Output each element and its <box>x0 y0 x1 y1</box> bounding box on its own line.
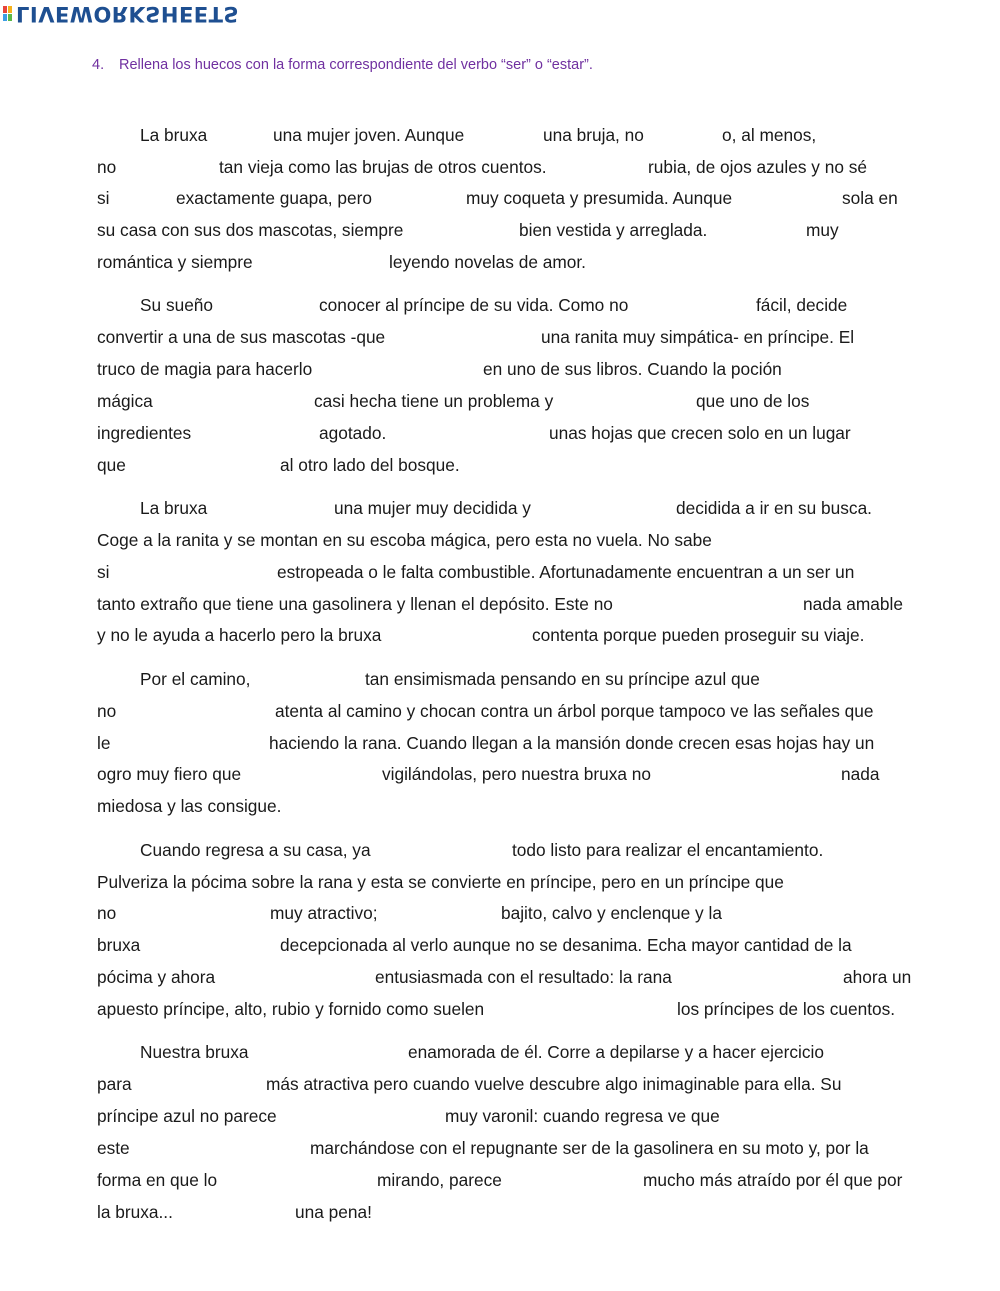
text-segment: enamorada de él. Corre a depilarse y a hacer ejercicio <box>408 1042 824 1062</box>
logo-text: LIVEWORKSHEETS <box>16 1 240 26</box>
text-segment: agotado. <box>319 423 387 443</box>
text-segment: mirando, parece <box>377 1170 502 1190</box>
colored-squares-icon <box>3 6 12 21</box>
text-line <box>97 623 920 647</box>
text-line <box>97 421 920 445</box>
text-segment: Su sueño <box>140 295 214 315</box>
text-segment: o, al menos, <box>722 125 817 145</box>
text-segment: tan vieja como las brujas de otros cuentos. <box>219 157 547 177</box>
text-segment: Por el camino, <box>140 669 251 689</box>
text-segment: muy coqueta y presumida. Aunque <box>466 188 733 208</box>
text-segment: y no le ayuda a hacerlo pero la bruxa <box>97 625 382 645</box>
text-line <box>97 1104 920 1128</box>
text-segment: muy <box>806 220 839 240</box>
text-segment: tan ensimismada pensando en su príncipe azul que <box>365 669 760 689</box>
text-line <box>97 389 920 413</box>
text-segment: una mujer muy decidida y <box>334 498 531 518</box>
text-line <box>97 933 920 957</box>
text-segment: en uno de sus libros. Cuando la poción <box>483 359 782 379</box>
text-segment: no <box>97 157 117 177</box>
text-segment: haciendo la rana. Cuando llegan a la mansión donde crecen esas hojas hay un <box>269 733 875 753</box>
text-segment: sola en <box>842 188 898 208</box>
text-segment: le <box>97 733 111 753</box>
text-segment: tanto extraño que tiene una gasolinera y llenan el depósito. Este no <box>97 594 613 614</box>
text-line <box>97 794 920 818</box>
text-line <box>97 218 920 242</box>
text-segment: conocer al príncipe de su vida. Como no <box>319 295 629 315</box>
text-line <box>97 592 920 616</box>
text-segment: una ranita muy simpática- en príncipe. El <box>541 327 855 347</box>
text-segment: bruxa <box>97 935 141 955</box>
text-segment: la bruxa... <box>97 1202 173 1222</box>
text-segment: romántica y siempre <box>97 252 253 272</box>
text-segment: una pena! <box>295 1202 372 1222</box>
text-segment: forma en que lo <box>97 1170 218 1190</box>
text-segment: nada <box>841 764 880 784</box>
text-segment: casi hecha tiene un problema y <box>314 391 554 411</box>
text-segment: entusiasmada con el resultado: la rana <box>375 967 672 987</box>
text-segment: La bruxa <box>140 498 208 518</box>
text-segment: unas hojas que crecen solo en un lugar <box>549 423 851 443</box>
text-line <box>97 496 920 520</box>
text-segment: decidida a ir en su busca. <box>676 498 872 518</box>
text-line <box>97 1072 920 1096</box>
text-segment: si <box>97 562 110 582</box>
text-segment: una mujer joven. Aunque <box>273 125 465 145</box>
text-segment: Cuando regresa a su casa, ya <box>140 840 371 860</box>
text-line <box>97 1136 920 1160</box>
text-segment: La bruxa <box>140 125 208 145</box>
text-segment: príncipe azul no parece <box>97 1106 277 1126</box>
text-segment: fácil, decide <box>756 295 848 315</box>
text-segment: este <box>97 1138 130 1158</box>
exercise-instruction <box>92 57 593 73</box>
text-line <box>97 838 920 862</box>
text-segment: mágica <box>97 391 153 411</box>
text-line <box>97 997 920 1021</box>
text-line <box>97 901 920 925</box>
text-line <box>97 965 920 989</box>
text-segment: marchándose con el repugnante ser de la gasolinera en su moto y, por la <box>310 1138 869 1158</box>
text-segment: estropeada o le falta combustible. Afortunadamente encuentran a un ser un <box>277 562 855 582</box>
text-segment: decepcionada al verlo aunque no se desanima. Echa mayor cantidad de la <box>280 935 852 955</box>
text-segment: los príncipes de los cuentos. <box>677 999 896 1019</box>
text-line <box>97 453 920 477</box>
text-line <box>97 528 920 552</box>
text-line <box>97 293 920 317</box>
text-segment: exactamente guapa, pero <box>176 188 372 208</box>
text-segment: nada amable <box>803 594 903 614</box>
text-segment: truco de magia para hacerlo <box>97 359 313 379</box>
text-segment: leyendo novelas de amor. <box>389 252 586 272</box>
text-line <box>97 667 920 691</box>
text-segment: rubia, de ojos azules y no sé <box>648 157 868 177</box>
text-line <box>97 870 920 894</box>
text-line <box>97 699 920 723</box>
text-segment: ogro muy fiero que <box>97 764 242 784</box>
text-segment: vigilándolas, pero nuestra bruxa no <box>382 764 651 784</box>
instruction-text: Rellena los huecos con la forma correspondiente del verbo “ser” o “estar”. <box>119 57 593 73</box>
text-line <box>97 357 920 381</box>
text-segment: su casa con sus dos mascotas, siempre <box>97 220 404 240</box>
text-segment: contenta porque pueden proseguir su viaje. <box>532 625 865 645</box>
text-line <box>97 560 920 584</box>
text-line <box>97 325 920 349</box>
text-segment: bajito, calvo y enclenque y la <box>501 903 722 923</box>
text-segment: bien vestida y arreglada. <box>519 220 708 240</box>
text-segment: pócima y ahora <box>97 967 216 987</box>
text-segment: Pulveriza la pócima sobre la rana y esta se convierte en príncipe, pero en un príncipe que <box>97 872 784 892</box>
exercise-number: 4. <box>92 57 105 73</box>
text-line <box>97 1200 920 1224</box>
text-line <box>97 186 920 210</box>
text-line <box>97 762 920 786</box>
text-segment: miedosa y las consigue. <box>97 796 282 816</box>
text-segment: ahora un <box>843 967 912 987</box>
text-line <box>97 250 920 274</box>
text-segment: Nuestra bruxa <box>140 1042 249 1062</box>
text-segment: si <box>97 188 110 208</box>
text-line <box>97 1040 920 1064</box>
liveworksheets-logo <box>0 0 239 26</box>
text-segment: todo listo para realizar el encantamiento. <box>512 840 824 860</box>
text-line <box>97 155 920 179</box>
text-segment: no <box>97 701 117 721</box>
text-segment: Coge a la ranita y se montan en su escoba mágica, pero esta no vuela. No sabe <box>97 530 712 550</box>
text-line <box>97 123 920 147</box>
text-segment: más atractiva pero cuando vuelve descubre algo inimaginable para ella. Su <box>266 1074 842 1094</box>
text-line <box>97 1168 920 1192</box>
text-segment: ingredientes <box>97 423 192 443</box>
text-segment: apuesto príncipe, alto, rubio y fornido como suelen <box>97 999 485 1019</box>
text-segment: al otro lado del bosque. <box>280 455 460 475</box>
text-segment: convertir a una de sus mascotas -que <box>97 327 386 347</box>
text-segment: atenta al camino y chocan contra un árbol porque tampoco ve las señales que <box>275 701 874 721</box>
text-segment: que uno de los <box>696 391 810 411</box>
text-segment: mucho más atraído por él que por <box>643 1170 903 1190</box>
text-segment: no <box>97 903 117 923</box>
text-segment: para <box>97 1074 132 1094</box>
text-line <box>97 731 920 755</box>
text-segment: una bruja, no <box>543 125 644 145</box>
text-segment: muy varonil: cuando regresa ve que <box>445 1106 720 1126</box>
text-segment: que <box>97 455 126 475</box>
text-segment: muy atractivo; <box>270 903 378 923</box>
